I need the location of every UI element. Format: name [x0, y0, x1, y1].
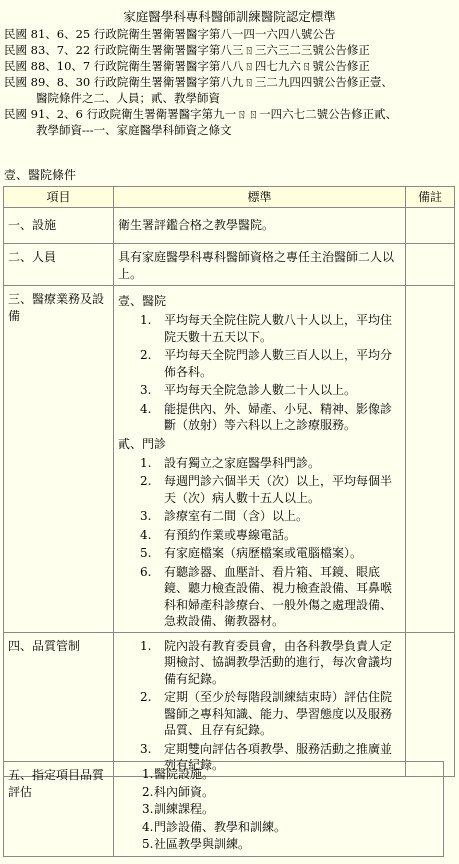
row-standard: [114, 286, 406, 633]
row-note: [406, 208, 455, 244]
row-standard: [114, 762, 444, 857]
list-item: 3. 訓練課程。: [142, 802, 215, 816]
list-item: 2. 每週門診六個半天（次）以上，平均每個半天（次）病人數十五人以上。: [140, 474, 393, 505]
list-item: 3. 診療室有二間（含）以上。: [140, 509, 309, 523]
row-note: [406, 632, 455, 776]
history-list: [0, 26, 459, 138]
table-row: [4, 632, 455, 776]
header-standard: 標準: [114, 187, 406, 208]
list-item: 5. 有家庭檔案（病歷檔案或電腦檔案）。: [140, 546, 363, 560]
table-row: [4, 208, 455, 244]
table-row: [4, 286, 455, 633]
history-line: 民國 91、2、6 行政院衛生署衛署醫字第九一ㄖㄖ一四六七二號公告修正貳、: [4, 107, 398, 121]
table-header-row: [4, 187, 455, 208]
row-note: [406, 286, 455, 633]
row-item: 二、人員: [4, 244, 114, 286]
history-line: 民國 81、6、25 行政院衛生署衛署醫字第八一四一六四八號公告: [4, 27, 336, 41]
header-note: 備註: [406, 187, 455, 208]
list-item: 2. 科內師資。: [142, 784, 215, 799]
row-item: 一、設施: [4, 208, 114, 244]
category-heading: 壹、醫院: [118, 294, 167, 308]
list-item: 5. 社區教學與訓練。: [142, 837, 251, 851]
row-note: [406, 244, 455, 286]
history-line: 民國 88、10、7 行政院衛生署衛署醫字第八八ㄖ四七九六ㄖ號公告修正: [4, 59, 370, 73]
list-item: 1. 院內設有教育委員會，由各科教學負責人定期檢討、協調教學活動的進行，每次會議均備有紀錄。: [140, 638, 393, 686]
list-item: 1. 設有獨立之家庭醫學科門診。: [140, 455, 321, 470]
list-item: 4. 有預約作業或專線電話。: [140, 527, 297, 542]
list-item: 6. 有聽診器、血壓計、看片箱、耳鏡、眼底鏡、聽力檢查設備、視力檢查設備、耳鼻喉科和婦產科診療台、一般外傷之處理設備、急救設備、衛教器材。: [140, 564, 393, 628]
row-standard: 衛生署評鑑合格之教學醫院。: [114, 208, 406, 244]
row-item: 三、醫療業務及設備: [4, 286, 114, 633]
list-item: 4. 能提供內、外、婦產、小兒、精神、影像診斷（放射）等六科以上之診療服務。: [140, 401, 393, 432]
history-line: 民國 89、8、30 行政院衛生署衛署醫字第八九ㄖ三二九四四號公告修正壹、: [4, 75, 393, 89]
list-item: 4. 門診設備、教學和訓練。: [142, 819, 287, 834]
history-line: 民國 83、7、22 行政院衛生署衛署醫字第八三ㄖ三六三二三號公告修正: [4, 43, 370, 57]
table-row: [4, 244, 455, 286]
assessment-list: [118, 766, 439, 854]
header-item: 項目: [4, 187, 114, 208]
section-title: 壹、醫院條件: [4, 168, 77, 182]
hospital-criteria-list: [118, 312, 401, 434]
row-item: 五、指定項目品質評估: [4, 762, 114, 857]
quality-assessment-table: [3, 761, 444, 857]
list-item: 1. 平均每天全院住院人數八十人以上，平均住院天數十五天以下。: [140, 313, 393, 344]
category-heading: 貳、門診: [118, 436, 167, 451]
history-line: 教學師資---一、家庭醫學科師資之條文: [36, 123, 232, 137]
list-item: 3. 定期雙向評估各項教學、服務活動之推廣並列有紀錄。: [140, 741, 393, 772]
list-item: 3. 平均每天全院急診人數二十人以上。: [140, 383, 357, 397]
row-standard: [114, 632, 406, 776]
list-item: 1. 醫院設施。: [142, 767, 215, 781]
table-row: [4, 762, 444, 857]
row-standard: 具有家庭醫學科專科醫師資格之專任主治醫師二人以上。: [114, 244, 406, 286]
history-line: 醫院條件之二、人員；貳、教學師資: [36, 91, 220, 105]
standards-table: [3, 186, 455, 777]
list-item: 2. 平均每天全院門診人數三百人以上，平均分佈各科。: [140, 348, 393, 379]
quality-control-list: [118, 638, 401, 774]
row-item: 四、品質管制: [4, 632, 114, 776]
list-item: 2. 定期（至少於每階段訓練結束時）評估住院醫師之專科知識、能力、學習態度以及服務品質、且存有紀錄。: [140, 690, 393, 737]
document-title: 家庭醫學科專科醫師訓練醫院認定標準: [123, 9, 336, 24]
clinic-criteria-list: [118, 455, 401, 630]
